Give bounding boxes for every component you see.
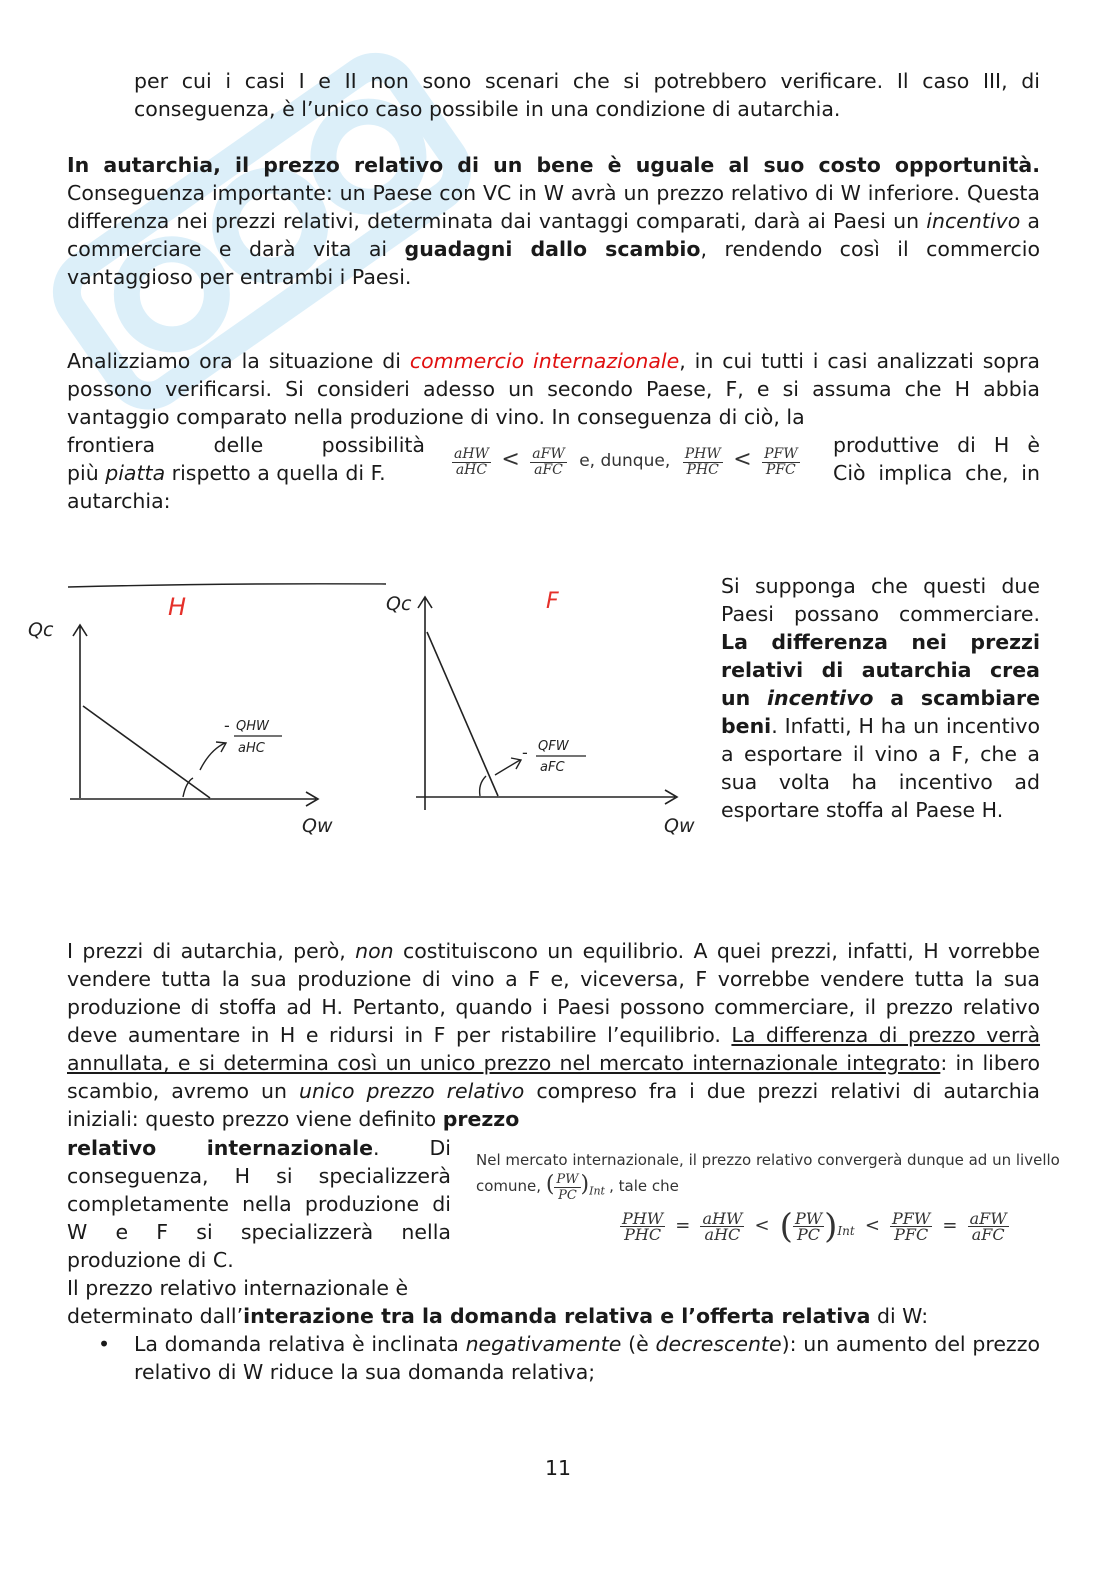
graph-h-y-axis (73, 625, 87, 798)
paragraph-specialization: relativo internazionale. Di conseguenza, H si specializzerà completamente nella produzione di W e F si specializzerà nella produzione di C. (67, 1136, 451, 1272)
fraction-afw-afc: $\frac{\text{aFW}}{\text{aFC}}$ (532, 445, 565, 478)
paragraph-autarchy-label: autarchia: (67, 489, 171, 513)
paragraph-frontier-left: frontiera delle possibilità (67, 433, 425, 457)
fraction-phw-phc: $\frac{\text{PHW}}{\text{PHC}}$ (684, 445, 721, 478)
graph-h-x-axis (70, 792, 318, 806)
paragraph-autarchy-conclusion: per cui i casi I e II non sono scenari che si potrebbero verificare. Il caso III, di conseguenza, è l’unico caso possibile in una condizione di autarchia. (134, 69, 1040, 121)
graph-h-slope-num: QHW (236, 719, 269, 734)
fraction-pfw-pfc: $\frac{\text{PFW}}{\text{PFC}}$ (764, 445, 798, 478)
graph-f-country-label: F (546, 589, 559, 614)
graph-h-x-axis-label: Qw (302, 815, 333, 837)
ppf-graphs-figure (20, 570, 700, 850)
fraction-ahw-ahc: $\frac{\text{aHW}}{\text{aHC}}$ (454, 445, 489, 478)
graph-f-ppf-line (427, 632, 498, 796)
formula-inequality-chain: $\frac{\text{PHW}}{\text{PHC}}$ = $\frac{\text{aHW}}{\text{aHC}}$ < ( $\frac{PW}{PC}$ )$_{Int}$ < $\frac{\text{PFW}}{\text{PFC}}$ = $\frac{\text{aFW}}{\text{aFC}}$ (622, 1206, 1007, 1247)
graph-h-ppf-line (83, 706, 210, 798)
paragraph-intl-price-start: Il prezzo relativo internazionale è (67, 1276, 409, 1300)
graph-h (28, 593, 333, 837)
graph-f-slope-arrow (495, 758, 521, 775)
paragraph-equilibrium: I prezzi di autarchia, però, non costituiscono un equilibrio. A quei prezzi, infatti, H vorrebbe vendere tutta la sua produzione di vino a F e, viceversa, F vorrebbe vendere tutta la sua produzione di stoffa ad H. Pertanto, quando i Paesi possono commerciare, il prezzo relativo deve aumentare in H e ridursi in F per ristabilire l’equilibrio. La differenza di prezzo verrà annullata, e si determina così un unico prezzo nel mercato internazionale integrato: in libero scambio, avremo un unico prezzo relativo compreso fra i due prezzi relativi di autarchia iniziali: questo prezzo viene definito prezzo (67, 939, 1041, 1131)
bullet-relative-demand: La domanda relativa è inclinata negativamente (è decrescente): un aumento del prezzo relativo di W riduce la sua domanda relativa; (134, 1332, 1040, 1384)
formula-caption-line1: Nel mercato internazionale, il prezzo relativo convergerà dunque ad un livello (476, 1151, 1060, 1169)
figure-top-line (68, 584, 386, 587)
graph-f-slope-angle (480, 776, 486, 796)
svg-text:-: - (522, 743, 528, 762)
graph-h-y-axis-label: Qc (28, 619, 54, 641)
underlined-statement: La differenza di prezzo verrà annullata, e si determina così un unico prezzo nel mercato internazionale integrato (67, 1023, 1041, 1075)
graph-f-x-axis-label: Qw (664, 815, 695, 837)
graph-h-slope-den: aHC (238, 741, 265, 756)
italic-piatta: piatta (105, 461, 166, 485)
page-number: 11 (544, 1456, 572, 1480)
graph-h-country-label: H (168, 593, 187, 621)
paragraph-frontier-right: produttive di H è Ciò implica che, in (833, 433, 1040, 485)
graph-f-y-axis (418, 597, 432, 810)
formula-international-price (476, 1150, 1096, 1245)
paragraph-international-trade: Analizziamo ora la situazione di commercio internazionale, in cui tutti i casi analizzati sopra possono verificarsi. Si consideri adesso un secondo Paese, F, e si assuma che H abbia vantaggio comparato nella produzione di vino. In conseguenza di ciò, la (67, 349, 1040, 429)
paragraph-autarchy-price: In autarchia, il prezzo relativo di un bene è uguale al suo costo opportunità. Conseguenza importante: un Paese con VC in W avrà un prezzo relativo di W inferiore. Questa differenza nei prezzi relativi, determinata dai vantaggi comparati, darà ai Paesi un incentivo a commerciare e darà vita ai guadagni dallo scambio, rendendo così il commercio vantaggioso per entrambi i Paesi. (67, 153, 1040, 289)
formula-comparative-advantage: $\frac{\text{aHW}}{\text{aHC}}$ < $\frac{\text{aFW}}{\text{aFC}}$ e, dunque, $\frac{\text{PHW}}{\text{PHC}}$ < $\frac{\text{PFW}}{\text{PFC}}$ (454, 445, 798, 478)
paragraph-demand-supply: determinato dall’interazione tra la domanda relativa e l’offerta relativa di W: (67, 1304, 929, 1328)
graph-f-slope-num: QFW (538, 739, 569, 754)
graph-f (386, 589, 695, 837)
graph-f-slope-den: aFC (540, 760, 565, 775)
graph-f-y-axis-label: Qc (386, 593, 412, 615)
side-text-trade-incentive: Si supponga che questi due Paesi possano commerciare. La differenza nei prezzi relativi di autarchia crea un incentivo a scambiare beni. Infatti, H ha un incentivo a esportare il vino a F, che a sua volta ha incentivo ad esportare stoffa al Paese H. (721, 574, 1040, 822)
bold-statement: In autarchia, il prezzo relativo di un bene è uguale al suo costo opportunità. (67, 153, 1040, 177)
graph-h-slope-angle (183, 778, 193, 797)
bullet-marker: • (98, 1332, 111, 1356)
paragraph-frontier-left-2: più piatta rispetto a quella di F. (67, 461, 386, 485)
red-term: commercio internazionale (409, 349, 680, 373)
graph-f-x-axis (416, 790, 677, 804)
formula-caption-line2: comune, ( $\frac{PW}{PC}$ )$_{Int}$ , tale che (476, 1172, 679, 1203)
svg-text:-: - (224, 716, 230, 735)
graph-h-slope-arrow (200, 742, 226, 770)
